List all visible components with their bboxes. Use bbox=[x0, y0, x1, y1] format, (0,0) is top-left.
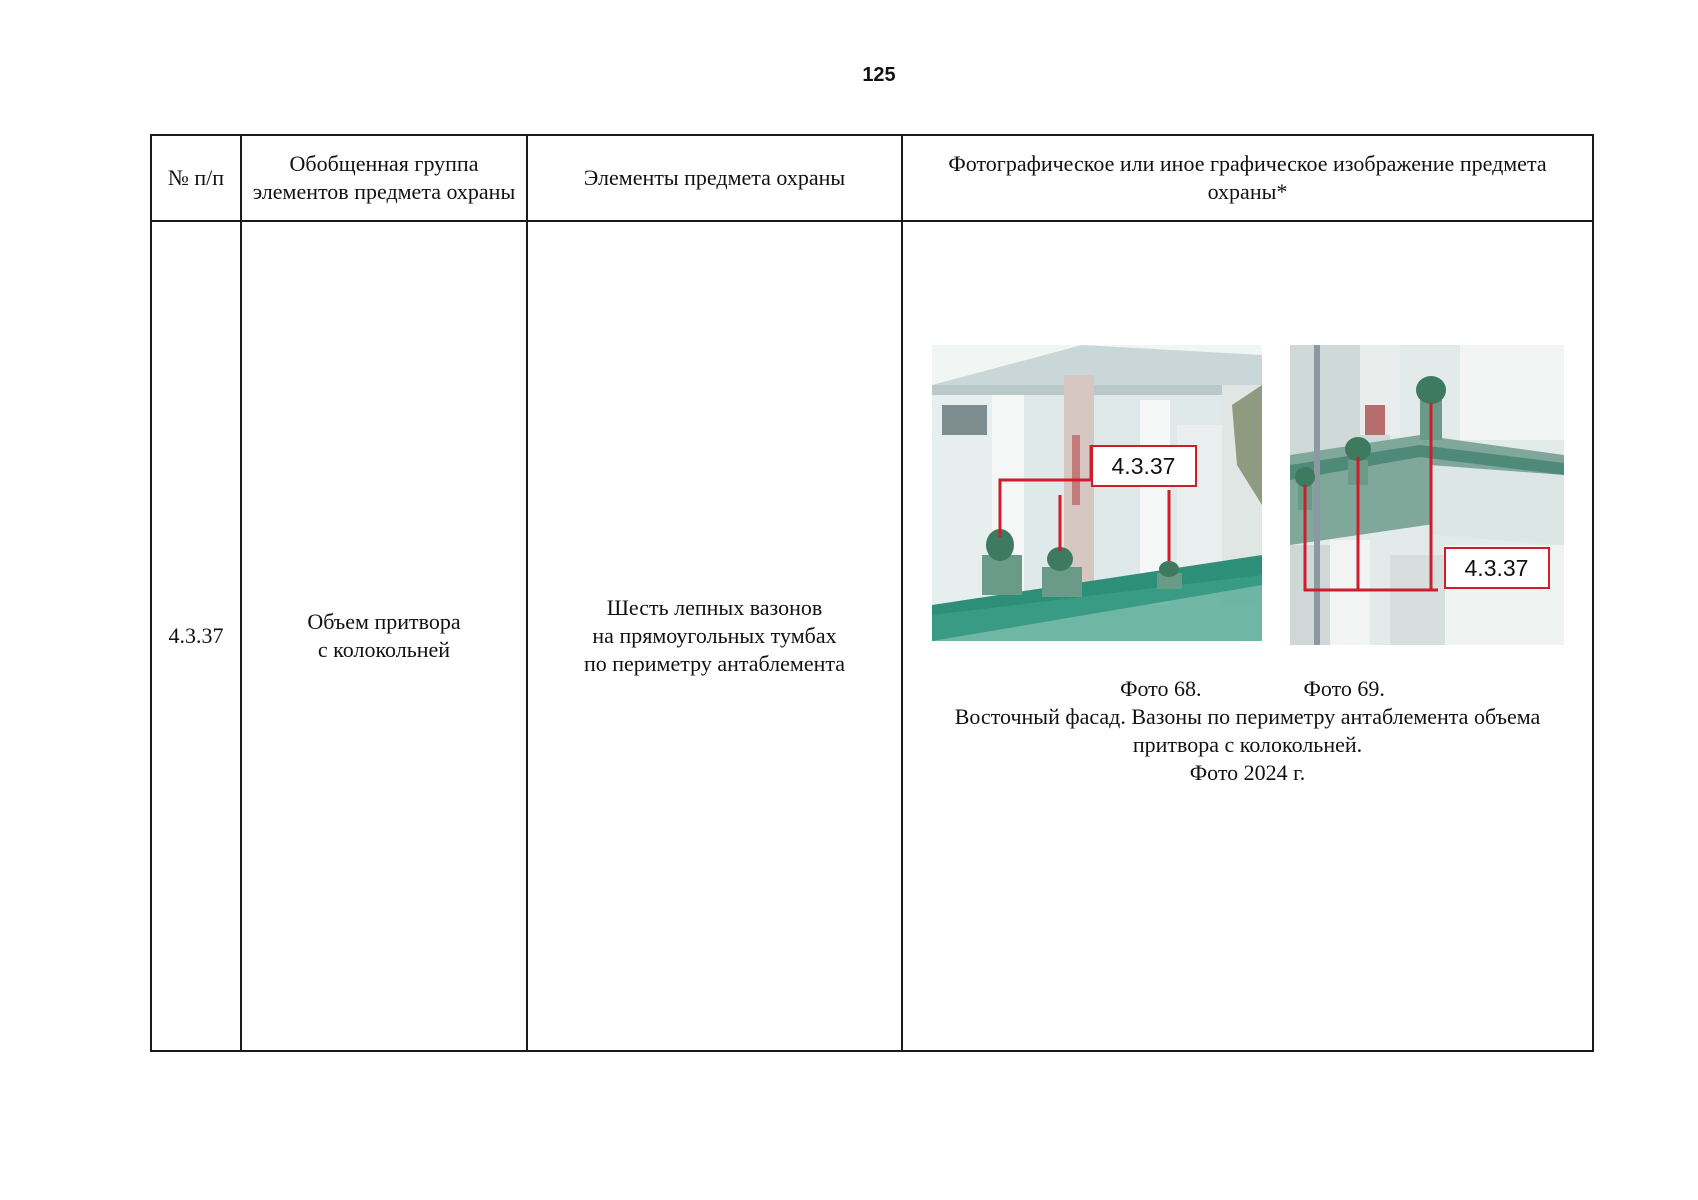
page-number: 125 bbox=[862, 64, 896, 86]
group-line: Объем притвора bbox=[307, 609, 461, 634]
group-line: с колокольней bbox=[317, 637, 451, 662]
cell-image bbox=[902, 221, 1593, 1051]
photo-caption bbox=[909, 703, 1586, 787]
table-header-row bbox=[151, 135, 1593, 221]
cell-elements bbox=[527, 221, 902, 1051]
photo-69 bbox=[1290, 345, 1564, 645]
photo-69-image bbox=[1290, 345, 1564, 645]
header-elements: Элементы предмета охраны bbox=[527, 135, 902, 221]
heritage-table bbox=[150, 134, 1594, 1052]
caption-line: притвора с колокольней. bbox=[1132, 732, 1363, 757]
table-row bbox=[151, 221, 1593, 1051]
caption-line: Фото 2024 г. bbox=[1189, 760, 1306, 785]
photo-68 bbox=[932, 345, 1262, 641]
photo-69-callout: 4.3.37 bbox=[1444, 547, 1550, 589]
element-line: на прямоугольных тумбах bbox=[592, 623, 837, 648]
photo-68-callout: 4.3.37 bbox=[1091, 445, 1197, 487]
header-image: Фотографическое или иное графическое изображение предмета охраны* bbox=[902, 135, 1593, 221]
header-group: Обобщенная группа элементов предмета охраны bbox=[241, 135, 527, 221]
photo-68-label: Фото 68. bbox=[1120, 676, 1202, 701]
caption-line: Восточный фасад. Вазоны по периметру антаблемента объема bbox=[954, 704, 1541, 729]
cell-group bbox=[241, 221, 527, 1051]
element-line: Шесть лепных вазонов bbox=[606, 595, 823, 620]
element-line: по периметру антаблемента bbox=[583, 651, 846, 676]
photo-69-label: Фото 69. bbox=[1303, 676, 1385, 701]
photo-68-image bbox=[932, 345, 1262, 641]
photo-labels bbox=[909, 675, 1586, 703]
cell-num: 4.3.37 bbox=[151, 221, 241, 1051]
header-num: № п/п bbox=[151, 135, 241, 221]
photo-area bbox=[909, 345, 1586, 645]
